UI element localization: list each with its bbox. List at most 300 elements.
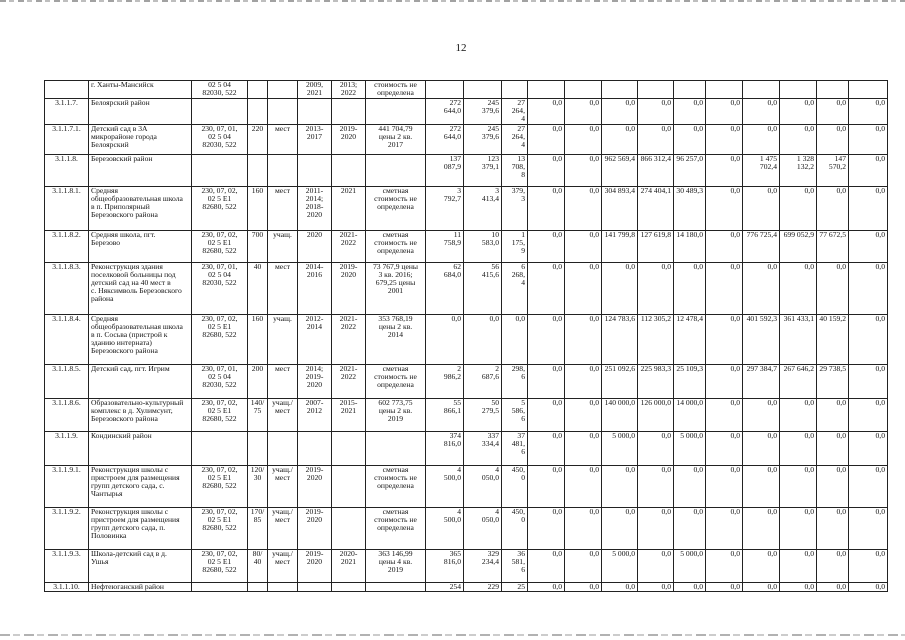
- table-cell: 0,0: [849, 124, 888, 154]
- table-cell: 147 570,2: [817, 154, 849, 186]
- investment-table: [44, 80, 888, 592]
- table-cell: 0,0: [638, 99, 674, 125]
- table-row: [45, 154, 888, 186]
- table-cell: 13 708, 8: [502, 154, 528, 186]
- table-cell: 304 893,4: [602, 186, 638, 230]
- table-cell: 25: [502, 582, 528, 591]
- table-cell: 55 866,1: [426, 398, 464, 431]
- table-cell: 0,0: [638, 124, 674, 154]
- table-cell: 1 475 702,4: [743, 154, 780, 186]
- table-cell: 170/ 85: [248, 507, 268, 549]
- table-cell: Школа-детский сад в д. Ушья: [89, 549, 192, 582]
- table-cell: 2011- 2014; 2018- 2020: [298, 186, 332, 230]
- table-cell: 0,0: [743, 582, 780, 591]
- table-cell: 0,0: [849, 431, 888, 465]
- table-cell: 230, 07, 01, 02 5 04 82030, 522: [192, 124, 248, 154]
- table-cell: 0,0: [565, 582, 602, 591]
- table-cell: [268, 154, 298, 186]
- table-cell: стоимость не определена: [366, 81, 426, 99]
- table-cell: Реконструкция здания поселковой больницы под детский сад на 40 мест в с. Няксимволь Березовского района: [89, 262, 192, 314]
- table-cell: 4 500,0: [426, 465, 464, 507]
- table-cell: [192, 431, 248, 465]
- table-cell: 0,0: [638, 465, 674, 507]
- table-cell: 230, 07, 02, 02 5 Е1 82680, 522: [192, 230, 248, 262]
- table-cell: сметная стоимость не определена: [366, 186, 426, 230]
- table-cell: 602 773,75 цены 2 кв. 2019: [366, 398, 426, 431]
- table-cell: 0,0: [706, 507, 743, 549]
- table-cell: [332, 154, 366, 186]
- table-cell: 120/ 30: [248, 465, 268, 507]
- table-cell: 6 268, 4: [502, 262, 528, 314]
- table-cell: [192, 99, 248, 125]
- table-cell: [248, 582, 268, 591]
- table-cell: 0,0: [528, 465, 565, 507]
- table-cell: [366, 582, 426, 591]
- table-cell: 3.1.1.9.2.: [45, 507, 89, 549]
- table-cell: 0,0: [780, 262, 817, 314]
- table-cell: 0,0: [565, 124, 602, 154]
- table-cell: 230, 07, 02, 02 5 Е1 82680, 522: [192, 398, 248, 431]
- table-cell: [332, 99, 366, 125]
- table-cell: 0,0: [743, 99, 780, 125]
- table-cell: 0,0: [743, 465, 780, 507]
- table-cell: 0,0: [565, 465, 602, 507]
- table-cell: 0,0: [528, 364, 565, 398]
- table-cell: [602, 81, 638, 99]
- table-cell: 1 328 132,2: [780, 154, 817, 186]
- table-cell: 0,0: [528, 314, 565, 364]
- table-cell: 2020- 2021: [332, 549, 366, 582]
- table-cell: 0,0: [602, 465, 638, 507]
- table-cell: 50 279,5: [464, 398, 502, 431]
- table-cell: 0,0: [780, 549, 817, 582]
- table-cell: 0,0: [780, 99, 817, 125]
- table-cell: 56 415,6: [464, 262, 502, 314]
- table-cell: 699 052,9: [780, 230, 817, 262]
- table-cell: 2019- 2020: [298, 549, 332, 582]
- table-cell: [268, 99, 298, 125]
- table-cell: 0,0: [780, 124, 817, 154]
- table-cell: 337 334,4: [464, 431, 502, 465]
- table-row: [45, 364, 888, 398]
- table-cell: 866 312,4: [638, 154, 674, 186]
- table-cell: 5 000,0: [602, 431, 638, 465]
- table-cell: 229: [464, 582, 502, 591]
- table-cell: 0,0: [849, 398, 888, 431]
- table-cell: Средняя школа, пгт. Березово: [89, 230, 192, 262]
- table-cell: учащ./ мест: [268, 465, 298, 507]
- table-cell: 0,0: [674, 124, 706, 154]
- table-cell: 3.1.1.9.: [45, 431, 89, 465]
- table-cell: 2014- 2016: [298, 262, 332, 314]
- table-cell: 361 433,1: [780, 314, 817, 364]
- table-cell: 230, 07, 02, 02 5 Е1 82680, 522: [192, 507, 248, 549]
- table-cell: 36 581, 6: [502, 549, 528, 582]
- page-number: 12: [455, 42, 467, 54]
- table-cell: 0,0: [528, 99, 565, 125]
- table-cell: 272 644,0: [426, 99, 464, 125]
- table-cell: 0,0: [706, 262, 743, 314]
- table-row: [45, 507, 888, 549]
- table-cell: г. Ханты-Мансийск: [89, 81, 192, 99]
- table-cell: 0,0: [528, 582, 565, 591]
- table-cell: 0,0: [849, 507, 888, 549]
- table-cell: [528, 81, 565, 99]
- table-cell: [268, 81, 298, 99]
- table-cell: 0,0: [706, 124, 743, 154]
- table-cell: 2019- 2020: [332, 262, 366, 314]
- table-cell: 251 092,6: [602, 364, 638, 398]
- table-cell: 0,0: [565, 262, 602, 314]
- table-row: [45, 230, 888, 262]
- table-cell: 123 379,1: [464, 154, 502, 186]
- table-cell: Средняя общеобразовательная школа в п. Приполярный Березовского района: [89, 186, 192, 230]
- table-cell: 0,0: [849, 154, 888, 186]
- table-cell: 141 799,8: [602, 230, 638, 262]
- table-cell: 124 783,6: [602, 314, 638, 364]
- table-cell: 2021- 2022: [332, 230, 366, 262]
- table-cell: 0,0: [674, 465, 706, 507]
- table-cell: 401 592,3: [743, 314, 780, 364]
- table-cell: 2012- 2014: [298, 314, 332, 364]
- table-cell: 02 5 04 82030, 522: [192, 81, 248, 99]
- table-cell: 0,0: [502, 314, 528, 364]
- table-cell: 0,0: [565, 186, 602, 230]
- table-cell: 25 109,3: [674, 364, 706, 398]
- table-cell: 73 767,9 цены 3 кв. 2016; 679,25 цены 2001: [366, 262, 426, 314]
- table-cell: сметная стоимость не определена: [366, 230, 426, 262]
- table-cell: 2019- 2020: [332, 124, 366, 154]
- table-cell: 0,0: [565, 398, 602, 431]
- table-cell: [248, 81, 268, 99]
- table-cell: 37 481, 6: [502, 431, 528, 465]
- table-cell: [268, 582, 298, 591]
- table-cell: 0,0: [602, 99, 638, 125]
- table-cell: 0,0: [528, 431, 565, 465]
- table-cell: 2 986,2: [426, 364, 464, 398]
- table-cell: 245 379,6: [464, 124, 502, 154]
- table-cell: 363 146,99 цены 4 кв. 2019: [366, 549, 426, 582]
- table-cell: [706, 81, 743, 99]
- table-cell: 160: [248, 186, 268, 230]
- table-cell: учащ.: [268, 314, 298, 364]
- table-cell: 0,0: [780, 398, 817, 431]
- table-cell: [298, 99, 332, 125]
- table-cell: 0,0: [780, 431, 817, 465]
- table-cell: 3.1.1.7.1.: [45, 124, 89, 154]
- table-cell: 0,0: [849, 99, 888, 125]
- table-cell: 12 478,4: [674, 314, 706, 364]
- table-cell: 267 646,2: [780, 364, 817, 398]
- table-cell: 0,0: [638, 431, 674, 465]
- table-cell: [780, 81, 817, 99]
- table-cell: мест: [268, 186, 298, 230]
- table-cell: 0,0: [638, 582, 674, 591]
- table-cell: 0,0: [817, 582, 849, 591]
- table-cell: Березовский район: [89, 154, 192, 186]
- table-cell: [45, 81, 89, 99]
- table-cell: 2019- 2020: [298, 507, 332, 549]
- table-cell: [298, 582, 332, 591]
- table-cell: 3 792,7: [426, 186, 464, 230]
- table-row: [45, 186, 888, 230]
- table-cell: 230, 07, 02, 02 5 Е1 82680, 522: [192, 549, 248, 582]
- table-cell: 0,0: [849, 314, 888, 364]
- table-cell: 0,0: [817, 99, 849, 125]
- table-cell: 365 816,0: [426, 549, 464, 582]
- table-cell: 14 180,0: [674, 230, 706, 262]
- table-cell: 0,0: [528, 262, 565, 314]
- table-cell: 0,0: [528, 230, 565, 262]
- table-cell: 274 404,1: [638, 186, 674, 230]
- table-cell: [366, 154, 426, 186]
- table-cell: 80/ 40: [248, 549, 268, 582]
- table-cell: 2 687,6: [464, 364, 502, 398]
- table-cell: 0,0: [817, 186, 849, 230]
- table-cell: 96 257,0: [674, 154, 706, 186]
- table-cell: Детский сад в 3А микрорайоне города Белоярский: [89, 124, 192, 154]
- table-cell: учащ./ мест: [268, 549, 298, 582]
- table-cell: [849, 81, 888, 99]
- table-cell: 4 050,0: [464, 465, 502, 507]
- table-cell: 0,0: [849, 465, 888, 507]
- table-cell: 29 738,5: [817, 364, 849, 398]
- table-cell: 962 569,4: [602, 154, 638, 186]
- table-cell: 0,0: [849, 364, 888, 398]
- table-cell: 140/ 75: [248, 398, 268, 431]
- table-cell: 0,0: [817, 549, 849, 582]
- table-cell: 0,0: [638, 549, 674, 582]
- table-cell: [192, 582, 248, 591]
- table-cell: 0,0: [565, 314, 602, 364]
- table-cell: 0,0: [565, 507, 602, 549]
- table-cell: 0,0: [638, 507, 674, 549]
- table-cell: 1 175, 9: [502, 230, 528, 262]
- table-cell: [332, 582, 366, 591]
- table-body: [45, 81, 888, 592]
- table-cell: 2021: [332, 186, 366, 230]
- table-cell: мест: [268, 124, 298, 154]
- table-cell: [248, 154, 268, 186]
- table-cell: 0,0: [780, 186, 817, 230]
- table-cell: 0,0: [817, 465, 849, 507]
- table-cell: 0,0: [706, 230, 743, 262]
- table-cell: 5 000,0: [602, 549, 638, 582]
- table-cell: 5 000,0: [674, 431, 706, 465]
- scan-edge-top: [0, 0, 905, 2]
- table-cell: [565, 81, 602, 99]
- table-cell: 0,0: [743, 431, 780, 465]
- table-cell: 0,0: [706, 398, 743, 431]
- table-cell: 374 816,0: [426, 431, 464, 465]
- table-cell: 0,0: [674, 582, 706, 591]
- table-cell: 0,0: [706, 186, 743, 230]
- table-cell: 0,0: [565, 549, 602, 582]
- table-cell: учащ./ мест: [268, 398, 298, 431]
- table-cell: 0,0: [849, 230, 888, 262]
- table-cell: 0,0: [528, 124, 565, 154]
- table-cell: 126 000,0: [638, 398, 674, 431]
- table-cell: 0,0: [674, 507, 706, 549]
- table-cell: 3.1.1.9.3.: [45, 549, 89, 582]
- table-cell: 0,0: [565, 99, 602, 125]
- table-cell: 0,0: [528, 549, 565, 582]
- table-cell: учащ.: [268, 230, 298, 262]
- table-cell: 77 672,5: [817, 230, 849, 262]
- table-cell: 2015- 2021: [332, 398, 366, 431]
- table-cell: 2009, 2021: [298, 81, 332, 99]
- table-cell: учащ./ мест: [268, 507, 298, 549]
- table-cell: 30 489,3: [674, 186, 706, 230]
- table-cell: 2020: [298, 230, 332, 262]
- table-cell: 0,0: [528, 186, 565, 230]
- table-cell: 0,0: [817, 262, 849, 314]
- table-cell: 230, 07, 02, 02 5 Е1 82680, 522: [192, 186, 248, 230]
- table-cell: 0,0: [817, 507, 849, 549]
- table-cell: [817, 81, 849, 99]
- table-cell: 2007- 2012: [298, 398, 332, 431]
- table-cell: 0,0: [528, 398, 565, 431]
- table-row: [45, 314, 888, 364]
- table-cell: 3.1.1.10.: [45, 582, 89, 591]
- table-row: [45, 398, 888, 431]
- table-cell: 27 264, 4: [502, 124, 528, 154]
- table-cell: [366, 431, 426, 465]
- table-cell: 0,0: [528, 154, 565, 186]
- table-cell: 10 583,0: [464, 230, 502, 262]
- table-cell: 0,0: [674, 99, 706, 125]
- table-cell: Средняя общеобразовательная школа в п. Сосьва (пристрой к зданию интерната) Березовского района: [89, 314, 192, 364]
- table-cell: Кондинский район: [89, 431, 192, 465]
- table-cell: 230, 07, 02, 02 5 Е1 82680, 522: [192, 465, 248, 507]
- table-cell: 40 159,2: [817, 314, 849, 364]
- table-cell: сметная стоимость не определена: [366, 507, 426, 549]
- table-cell: [502, 81, 528, 99]
- table-cell: 230, 07, 02, 02 5 Е1 82680, 522: [192, 314, 248, 364]
- table-cell: 0,0: [674, 262, 706, 314]
- table-cell: 0,0: [602, 582, 638, 591]
- table-cell: 0,0: [426, 314, 464, 364]
- table-cell: [332, 507, 366, 549]
- table-cell: 0,0: [565, 364, 602, 398]
- table-cell: 40: [248, 262, 268, 314]
- table-cell: 5 000,0: [674, 549, 706, 582]
- table-cell: 3 413,4: [464, 186, 502, 230]
- table-cell: 0,0: [706, 582, 743, 591]
- table-cell: 112 305,2: [638, 314, 674, 364]
- table-cell: 11 758,9: [426, 230, 464, 262]
- table-cell: 450, 0: [502, 465, 528, 507]
- table-cell: 200: [248, 364, 268, 398]
- table-cell: 3.1.1.8.3.: [45, 262, 89, 314]
- table-cell: 0,0: [817, 398, 849, 431]
- table-cell: 0,0: [743, 186, 780, 230]
- table-row: [45, 262, 888, 314]
- table-cell: [248, 431, 268, 465]
- table-cell: 0,0: [528, 507, 565, 549]
- table-cell: 14 000,0: [674, 398, 706, 431]
- table-cell: 0,0: [849, 582, 888, 591]
- table-cell: 3.1.1.8.1.: [45, 186, 89, 230]
- table-cell: [268, 431, 298, 465]
- table-cell: 2013- 2017: [298, 124, 332, 154]
- table-cell: [298, 154, 332, 186]
- table-cell: 0,0: [817, 431, 849, 465]
- table-cell: 0,0: [706, 465, 743, 507]
- table-cell: 230, 07, 01, 02 5 04 82030, 522: [192, 262, 248, 314]
- table-cell: Детский сад, пгт. Игрим: [89, 364, 192, 398]
- table-cell: сметная стоимость не определена: [366, 364, 426, 398]
- table-cell: 0,0: [706, 431, 743, 465]
- table-cell: [743, 81, 780, 99]
- table-cell: 127 619,8: [638, 230, 674, 262]
- table-cell: 0,0: [706, 154, 743, 186]
- table-cell: 0,0: [706, 99, 743, 125]
- table-cell: 0,0: [780, 507, 817, 549]
- table-cell: 379, 3: [502, 186, 528, 230]
- table-cell: 254: [426, 582, 464, 591]
- table-cell: 225 983,3: [638, 364, 674, 398]
- table-cell: Белоярский район: [89, 99, 192, 125]
- table-cell: 0,0: [780, 582, 817, 591]
- table-cell: 0,0: [743, 398, 780, 431]
- table-row: [45, 582, 888, 591]
- table-cell: 329 234,4: [464, 549, 502, 582]
- table-cell: 3.1.1.7.: [45, 99, 89, 125]
- table-cell: 245 379,6: [464, 99, 502, 125]
- table-cell: 2013; 2022: [332, 81, 366, 99]
- table-cell: 5 586, 6: [502, 398, 528, 431]
- table-cell: 0,0: [602, 507, 638, 549]
- table-cell: 62 684,0: [426, 262, 464, 314]
- table-row: [45, 431, 888, 465]
- table-cell: 0,0: [565, 154, 602, 186]
- table-row: [45, 81, 888, 99]
- table-cell: 0,0: [849, 549, 888, 582]
- table-cell: 3.1.1.9.1.: [45, 465, 89, 507]
- table-cell: 353 768,19 цены 2 кв. 2014: [366, 314, 426, 364]
- table-cell: [674, 81, 706, 99]
- table-cell: 230, 07, 01, 02 5 04 82030, 522: [192, 364, 248, 398]
- table-cell: [638, 81, 674, 99]
- table-cell: 0,0: [706, 314, 743, 364]
- table-cell: Реконструкция школы с пристроем для размещения групп детского сада, с. Чантырья: [89, 465, 192, 507]
- table-cell: 3.1.1.8.6.: [45, 398, 89, 431]
- table-cell: 137 087,9: [426, 154, 464, 186]
- table-row: [45, 465, 888, 507]
- table-cell: 450, 0: [502, 507, 528, 549]
- table-cell: 0,0: [743, 124, 780, 154]
- table-row: [45, 99, 888, 125]
- table-cell: 0,0: [706, 549, 743, 582]
- table-cell: 4 050,0: [464, 507, 502, 549]
- table-cell: [192, 154, 248, 186]
- table-row: [45, 549, 888, 582]
- table-cell: 0,0: [780, 465, 817, 507]
- table-cell: 27 264, 4: [502, 99, 528, 125]
- table-cell: 0,0: [743, 507, 780, 549]
- table-cell: мест: [268, 262, 298, 314]
- table-cell: 0,0: [638, 262, 674, 314]
- table-cell: 220: [248, 124, 268, 154]
- table-cell: [332, 431, 366, 465]
- table-cell: 2021- 2022: [332, 364, 366, 398]
- table-cell: [248, 99, 268, 125]
- table-cell: 298, 6: [502, 364, 528, 398]
- table-cell: 0,0: [602, 124, 638, 154]
- table-cell: 297 384,7: [743, 364, 780, 398]
- table-cell: 441 704,79 цены 2 кв. 2017: [366, 124, 426, 154]
